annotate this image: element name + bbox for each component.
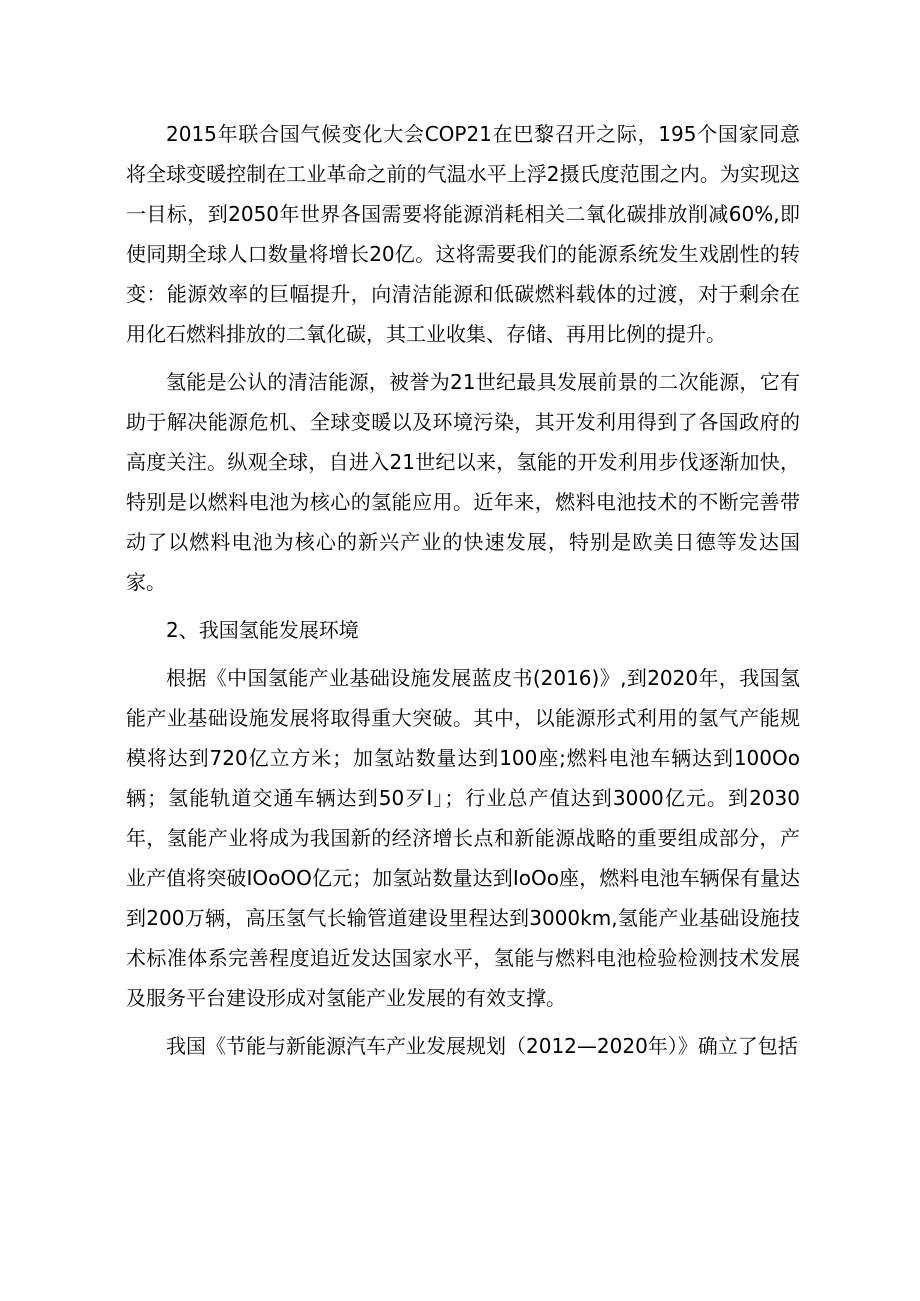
section-heading: 2、我国氢能发展环境 [166, 618, 359, 642]
paragraph-plan: 我国《节能与新能源汽车产业发展规划（2012—2020年）》确立了包括 [166, 1034, 798, 1058]
paragraph-bluebook: 根据《中国氢能产业基础设施发展蓝皮书(2016)》,到2020年，我国氢能产业基础设施发展将取得重大突破。其中，以能源形式利用的氢气产能规模将达到720亿立方米；加氢站数量达到100座;燃料电池车辆达到100Oo辆；氢能轨道交通车辆达到50歹I」；行业总产值达到3000亿元。到2030年，氢能产业将成为我国新的经济增长点和新能源战略的重要组成部分，产业产值将突破IOoOO亿元；加氢站数量达到IoOo座，燃料电池车辆保有量达到200万辆，高压氢气长输管道建设里程达到3000km,氢能产业基础设施技术标准体系完善程度追近发达国家水平，氢能与燃料电池检验检测技术发展及服务平台建设形成对氢能产业发展的有效支撑。 [126, 666, 800, 1010]
paragraph-cop21: 2015年联合国气候变化大会COP21在巴黎召开之际，195个国家同意将全球变暖控制在工业革命之前的气温水平上浮2摄氏度范围之内。为实现这一目标，到2050年世界各国需要将能源消耗相关二氧化碳排放削减60%,即使同期全球人口数量将增长20亿。这将需要我们的能源系统发生戏剧性的转变：能源效率的巨幅提升，向清洁能源和低碳燃料载体的过渡，对于剩余在用化石燃料排放的二氧化碳，其工业收集、存储、再用比例的提升。 [126, 122, 800, 346]
paragraph-hydrogen-clean-energy: 氢能是公认的清洁能源，被誉为21世纪最具发展前景的二次能源，它有助于解决能源危机、全球变暖以及环境污染，其开发利用得到了各国政府的高度关注。纵观全球，自进入21世纪以来，氢能的开发利用步伐逐渐加快，特别是以燃料电池为核心的氢能应用。近年来，燃料电池技术的不断完善带动了以燃料电池为核心的新兴产业的快速发展，特别是欧美日德等发达国家。 [126, 370, 800, 594]
document-body [126, 114, 800, 1074]
